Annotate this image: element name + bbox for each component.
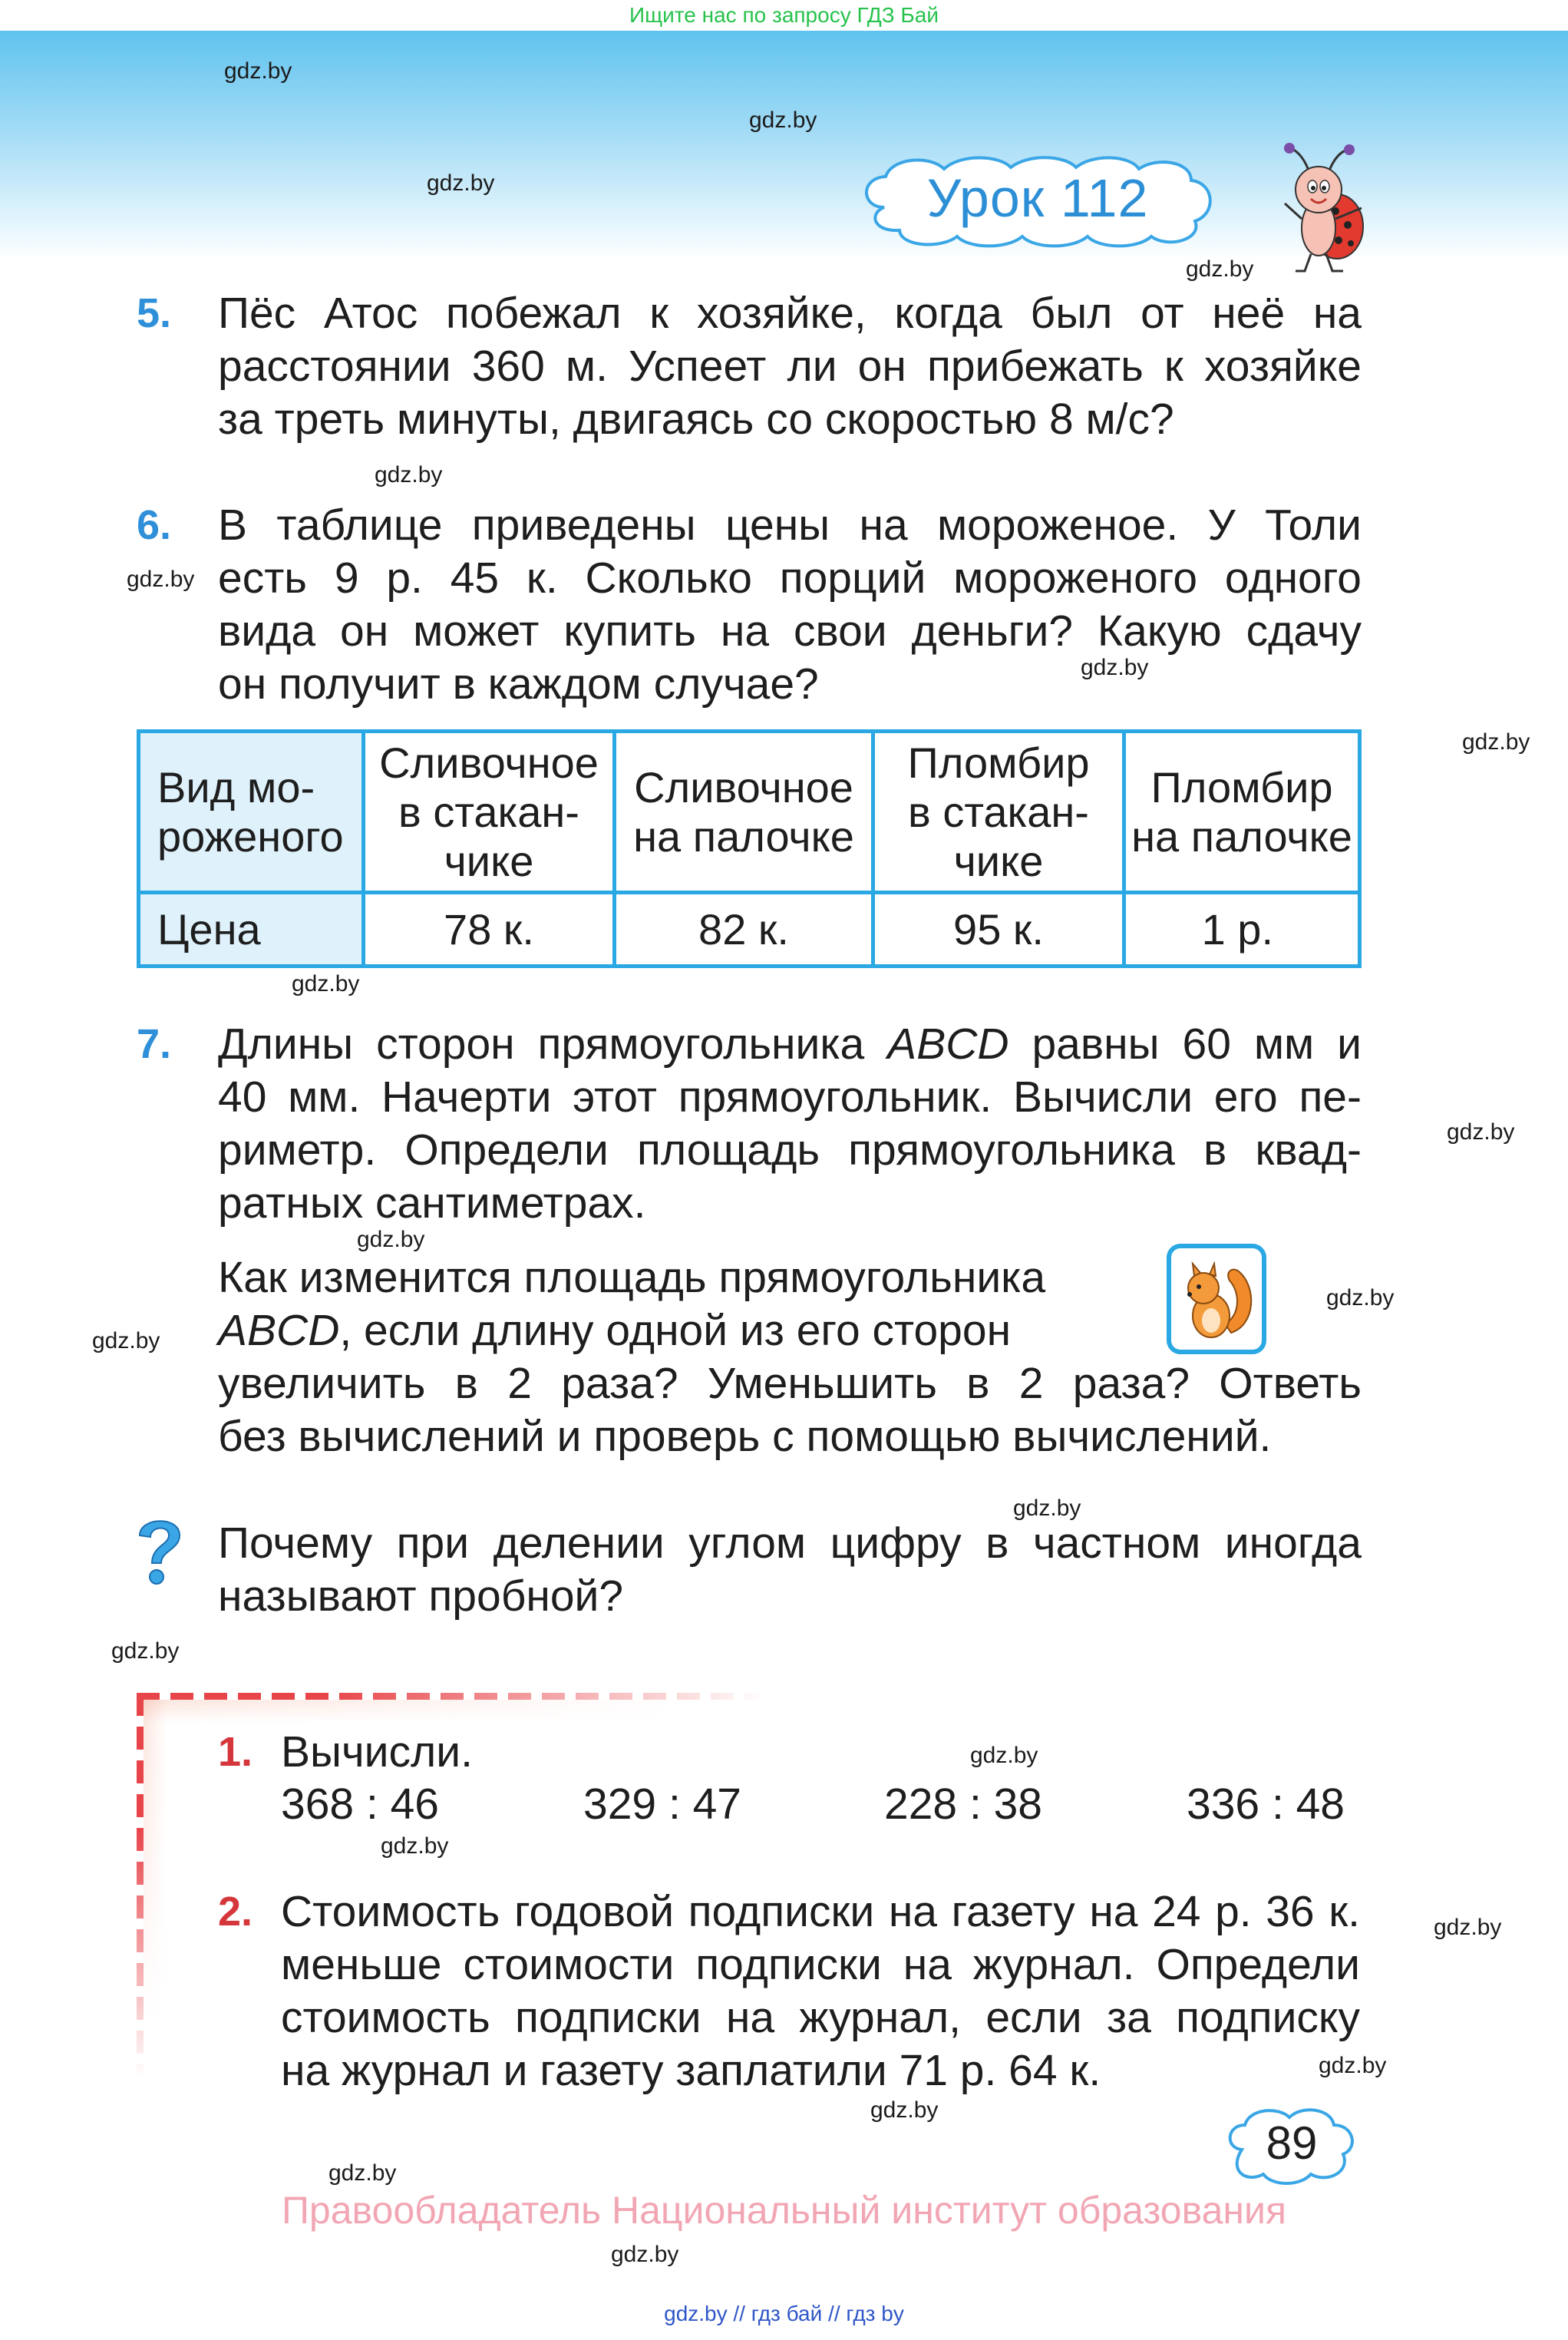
table-cell-price: 1 р. — [1124, 893, 1360, 967]
question-line: Почему при делении углом цифру в частном иногда — [218, 1519, 1362, 1568]
watermark: gdz.by — [1013, 1496, 1081, 1521]
review2-line: меньше стоимости подписки на журнал. Определи — [281, 1940, 1360, 1989]
review2-text — [281, 1886, 1360, 2097]
table-header-cell: Вид мо- роженого — [139, 732, 364, 893]
watermark: gdz.by — [111, 1638, 180, 1664]
task-number: 7. — [137, 1021, 172, 1067]
task7-text — [218, 1018, 1362, 1230]
review-number: 2. — [218, 1889, 253, 1935]
review-frame-border — [137, 1693, 144, 2077]
ice-cream-price-table — [137, 729, 1362, 968]
review-frame-glow — [144, 1700, 681, 1723]
question-text — [218, 1517, 1362, 1623]
table-cell-price: 78 к. — [364, 893, 615, 967]
task7-line: риметр. Определи площадь прямоугольника в квад- — [218, 1125, 1362, 1175]
watermark: gdz.by — [381, 1833, 449, 1859]
review-frame-glow — [144, 1700, 167, 2022]
table-header-cell: Цена — [139, 893, 364, 967]
task5-line: Пёс Атос побежал к хозяйке, когда был от неё на — [218, 289, 1362, 338]
watermark: gdz.by — [224, 58, 292, 84]
watermark: gdz.by — [92, 1328, 160, 1353]
watermark: gdz.by — [611, 2242, 679, 2267]
watermark: gdz.by — [870, 2097, 939, 2123]
task7-line: 40 мм. Начерти этот прямоугольник. Вычисли его пе- — [218, 1072, 1362, 1122]
copyright-notice: Правообладатель Национальный институт образования — [281, 2189, 1287, 2232]
watermark: gdz.by — [328, 2160, 397, 2186]
watermark: gdz.by — [1447, 1119, 1515, 1145]
task6-line: есть 9 р. 45 к. Сколько порций мороженого одного — [218, 554, 1362, 603]
task6-line: он получит в каждом случае? — [218, 659, 819, 709]
footer-links: gdz.by // гдз бай // гдз by — [664, 2302, 904, 2325]
review2-line: Стоимость годовой подписки на газету на 24 р. 36 к. — [281, 1887, 1360, 1936]
lesson-title: Урок 112 — [926, 168, 1149, 228]
table-cell-kind: Сливочное в стакан- чике — [364, 732, 615, 893]
task5-text — [218, 287, 1362, 446]
review1-expressions — [281, 1778, 1360, 1832]
watermark: gdz.by — [1434, 1915, 1502, 1940]
watermark: gdz.by — [357, 1227, 425, 1252]
task-number: 5. — [137, 290, 172, 336]
table-cell-kind: Пломбир на палочке — [1124, 732, 1360, 893]
watermark: gdz.by — [749, 107, 817, 133]
question-mark-icon — [129, 1512, 190, 1589]
question-line: называют пробной? — [218, 1572, 624, 1621]
division-expression: 329 : 47 — [583, 1780, 742, 1829]
watermark: gdz.by — [292, 971, 360, 996]
task-number: 6. — [137, 502, 172, 548]
task7-line: без вычислений и проверь с помощью вычислений. — [218, 1412, 1272, 1461]
watermark: gdz.by — [1186, 256, 1254, 282]
division-expression: 368 : 46 — [281, 1780, 440, 1829]
task7-line: ратных сантиметрах. — [218, 1178, 646, 1228]
watermark: gdz.by — [1081, 655, 1149, 680]
task7-line: ABCD, если длину одной из его сторон — [218, 1306, 1012, 1355]
table-cell-kind: Пломбир в стакан- чике — [873, 732, 1124, 893]
task6-line: вида он может купить на свои деньги? Какую сдачу — [218, 606, 1362, 656]
review1-title: Вычисли. — [281, 1727, 473, 1776]
task5-line: за треть минуты, двигаясь со скоростью 8 м/с? — [218, 395, 1174, 444]
watermark: gdz.by — [1326, 1285, 1395, 1310]
task7-line: увеличить в 2 раза? Уменьшить в 2 раза? Ответь — [218, 1359, 1362, 1408]
table-row — [139, 893, 1360, 967]
review-number: 1. — [218, 1729, 253, 1775]
table-row — [139, 732, 1360, 893]
page-number: 89 — [1266, 2117, 1318, 2169]
top-banner: Ищите нас по запросу ГДЗ Бай — [629, 3, 939, 27]
lesson-title-cloud — [853, 154, 1222, 250]
task7-line: Как изменится площадь прямоугольника — [218, 1253, 1046, 1302]
task6-line: В таблице приведены цены на мороженое. У Толи — [218, 501, 1362, 550]
division-expression: 228 : 38 — [884, 1780, 1043, 1829]
watermark: gdz.by — [1319, 2053, 1387, 2078]
ladybug-mascot-icon — [1274, 142, 1374, 276]
watermark: gdz.by — [970, 1743, 1038, 1768]
division-expression: 336 : 48 — [1187, 1780, 1345, 1829]
watermark: gdz.by — [375, 462, 443, 488]
watermark: gdz.by — [127, 567, 195, 592]
task5-line: расстоянии 360 м. Успеет ли он прибежать к хозяйке — [218, 342, 1362, 391]
table-cell-price: 95 к. — [873, 893, 1124, 967]
task7-line: Длины сторон прямоугольника ABCD равны 60 мм и — [218, 1020, 1362, 1069]
table-cell-price: 82 к. — [615, 893, 873, 967]
squirrel-icon — [1167, 1244, 1266, 1354]
watermark: gdz.by — [1462, 729, 1530, 755]
review2-line: стоимость подписки на журнал, если за подписку — [281, 1993, 1360, 2042]
review-frame-border — [137, 1693, 766, 1700]
table-cell-kind: Сливочное на палочке — [615, 732, 873, 893]
review2-line: на журнал и газету заплатили 71 р. 64 к. — [281, 2046, 1101, 2095]
task6-text — [218, 499, 1362, 711]
watermark: gdz.by — [427, 170, 495, 196]
